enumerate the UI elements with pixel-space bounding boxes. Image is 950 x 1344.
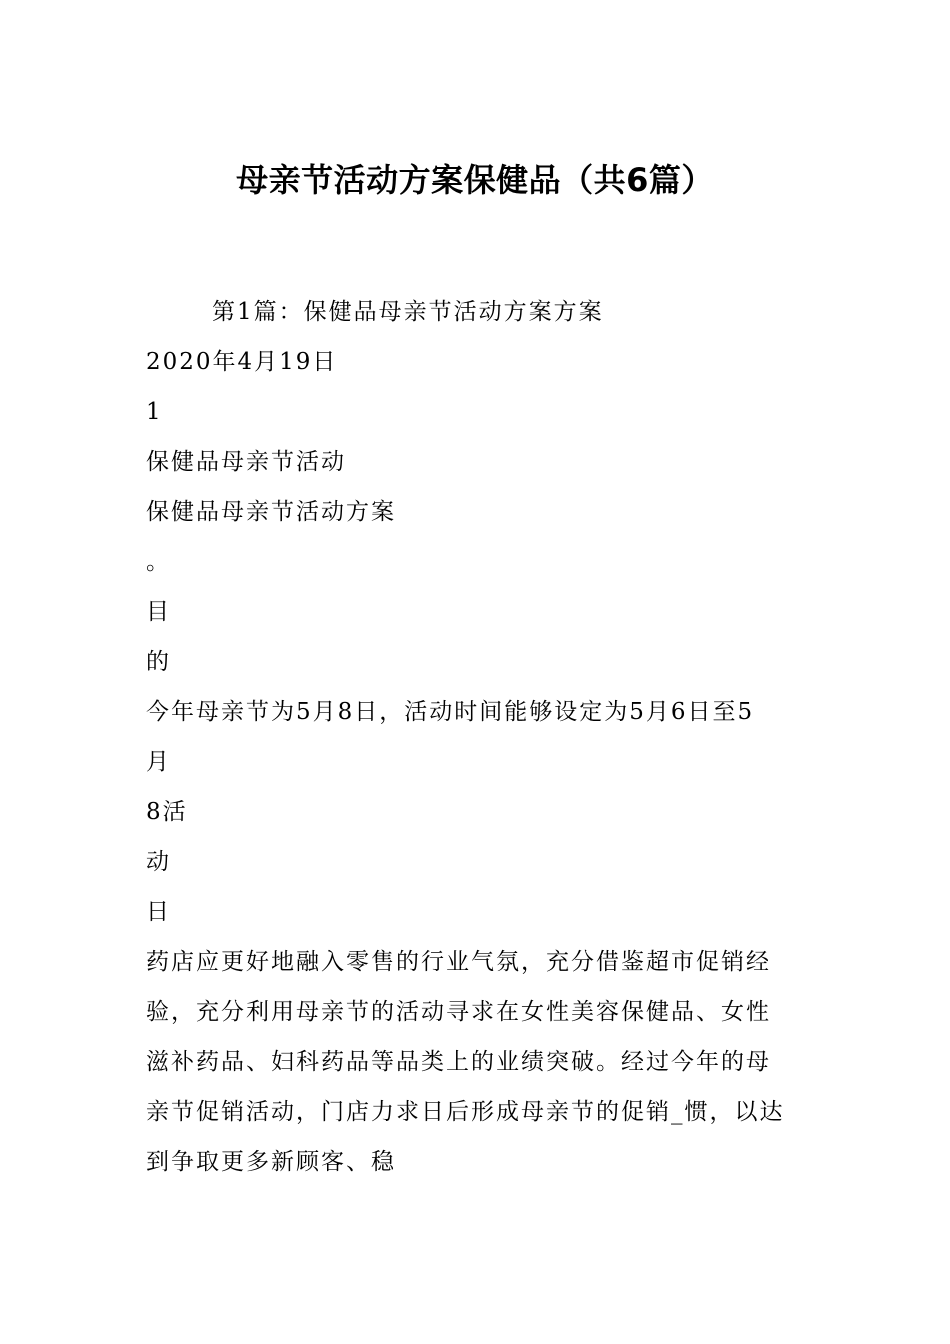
document-title: 母亲节活动方案保健品（共6篇） — [236, 161, 714, 199]
text-line: 。 — [146, 549, 171, 575]
document-body — [146, 287, 810, 1187]
date-line: 2020年4月19日 — [146, 349, 338, 375]
text-line: 1 — [146, 399, 163, 425]
paragraph-line: 验，充分利用母亲节的活动寻求在女性美容保健品、女性 — [146, 999, 771, 1025]
section-heading: 第1篇：保健品母亲节活动方案方案 — [212, 299, 604, 325]
text-line: 动 — [146, 849, 171, 875]
text-line: 目 — [146, 599, 171, 625]
paragraph-line: 药店应更好地融入零售的行业气氛，充分借鉴超市促销经 — [146, 949, 771, 975]
text-line: 月 — [146, 749, 171, 775]
text-line: 保健品母亲节活动方案 — [146, 499, 396, 525]
text-line: 的 — [146, 649, 171, 675]
text-line: 保健品母亲节活动 — [146, 449, 346, 475]
text-line: 今年母亲节为5月8日，活动时间能够设定为5月6日至5 — [146, 699, 755, 725]
text-line: 8活 — [146, 799, 188, 825]
text-line: 日 — [146, 899, 171, 925]
paragraph-line: 亲节促销活动，门店力求日后形成母亲节的促销_惯，以达 — [146, 1099, 785, 1125]
paragraph-line: 到争取更多新顾客、稳 — [146, 1149, 396, 1175]
paragraph-line: 滋补药品、妇科药品等品类上的业绩突破。经过今年的母 — [146, 1049, 771, 1075]
